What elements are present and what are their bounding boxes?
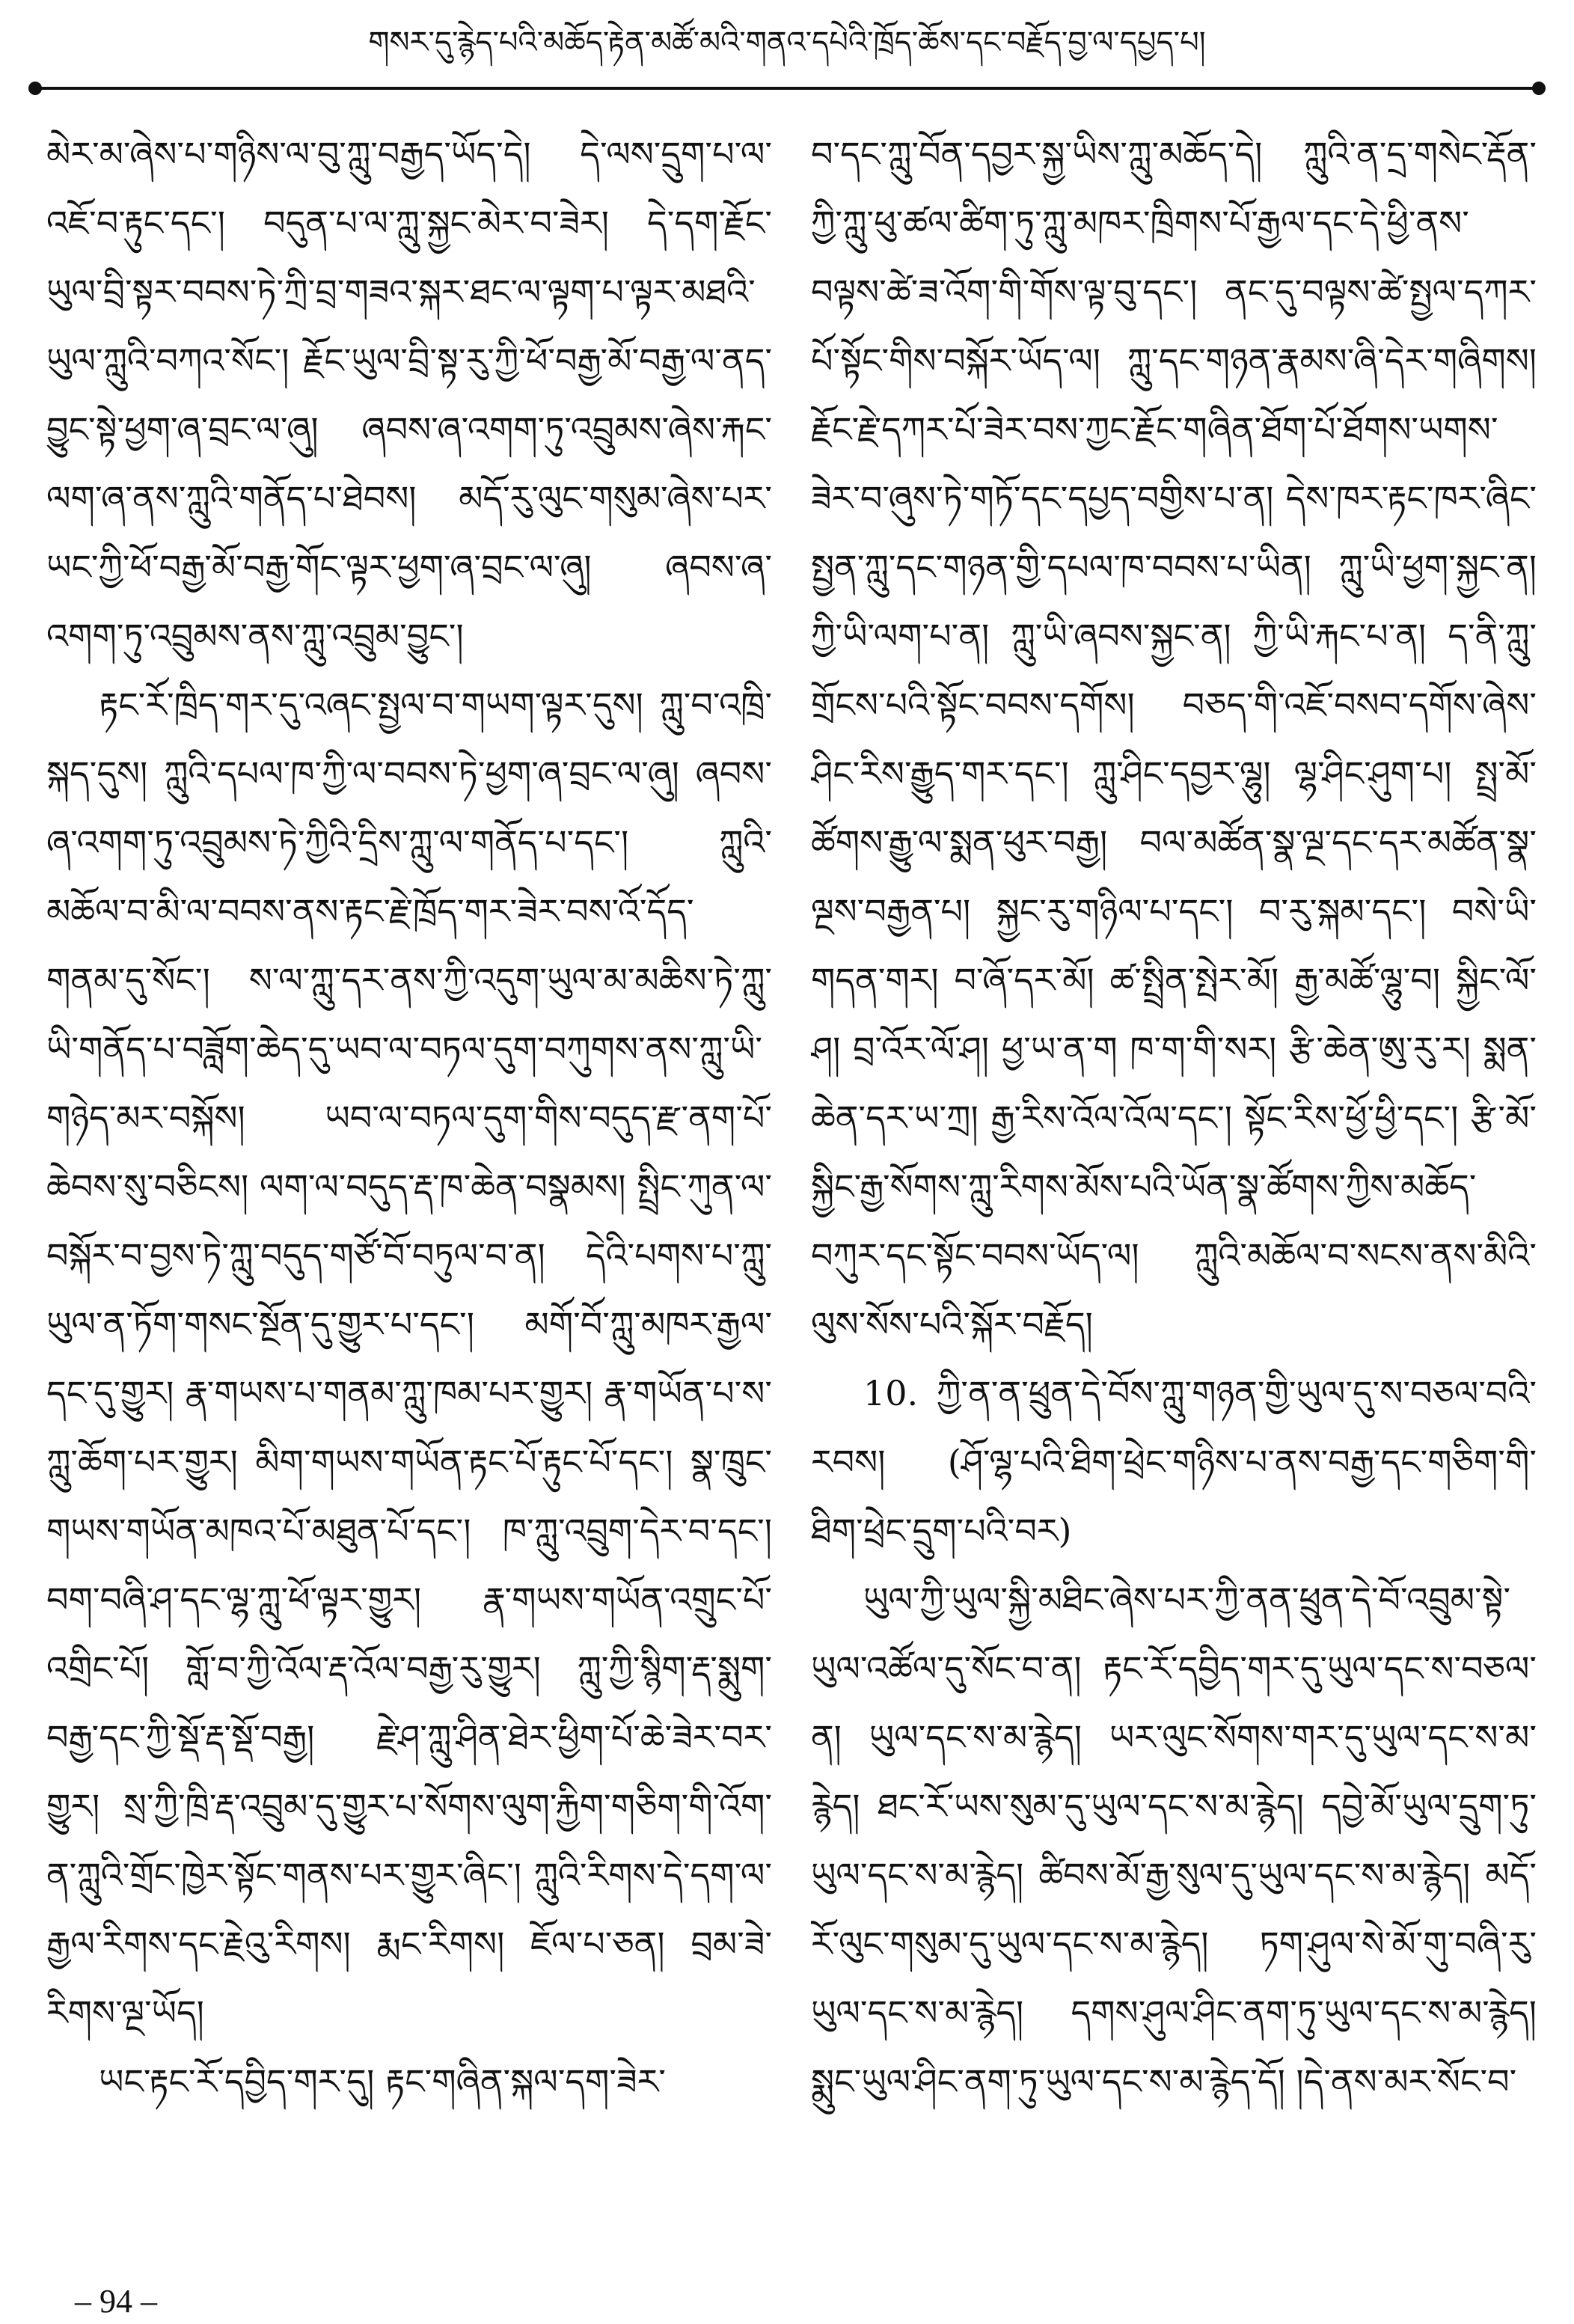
right-paragraph-1: བ་དང་ཀླུ་བོན་དབྱར་སྐྱ་ཡིས་ཀླུ་མཆོད་དེ། ཀླུའི་ན་དྲ་གསེང་རྡོན་ཀྱི་ཀླུ་ཕུ་ཚལ་ཚིག་ཏུ་ཀླུ་མཁར་ཁྲིགས་པོ་རྒྱལ་དང་དེ་ཕྱི་ནས་བལྟས་ཚེ་ཟ་འོག་གི་གོས་ལྟ་བུ་དང་། ནང་དུ་བལྟས་ཚེ་སྤྱལ་དཀར་པོ་སྟོང་གིས་བསྐོར་ཡོད་ལ། ཀླུ་དང་གཉན་རྣམས་ཞི་དེར་གཞིགས། རྗོང་རྗེ་དཀར་པོ་ཟེར་བས་ཀྱང་རྗོང་གཞིན་ཐོག་པོ་ཐོགས་ཡགས་ཟེར་བ་ཞུས་ཏེ་གཏོ་དང་དཔྱད་བགྱིས་པ་ན། དེས་ཁར་རྟང་ཁར་ཞིང་སྤྱན་ཀླུ་དང་གཉན་གྱི་དཔལ་ཁ་བབས་པ་ཡིན། ཀླུ་ཡི་ཕྱག་སྐྱང་ན། ཀྱི་ཡི་ལག་པ་ན། ཀླུ་ཡི་ཞབས་སྐྱང་ན། ཀྱི་ཡི་རྐང་པ་ན། ད་ནི་ཀླུ་གྲོངས་པའི་སྟོང་བབས་དགོས། བཅད་གི་འཇོ་བསབ་དགོས་ཞེས་ཤིང་རིས་རྒྱུད་གར་དང་། ཀླུ་ཤིང་དབྱར་ལྷུ། ལྷ་ཤིང་ཤུག་པ། སྤྲ་མོ་ཚོགས་རྒྱུ་ལ་སྨན་ཕུར་བརྒྱ། བལ་མཚོན་སྣ་ལྔ་དང་དར་མཚོན་སྣ་ལྔས་བརྒྱན་པ། སྐྱང་རུ་གཉིལ་པ་དང་། བ་རུ་སྐམ་དང་། བསེ་ཡི་གདན་གར། བ་ཞོ་དར་མོ། ཚ་སྤྲིན་སྤེར་མོ། རྒྱ་མཚོ་ལྷུ་བ། སྐྱིང་ལོ་ཤ། བྲ་འོར་ལོ་ཤ། ཕྱ་ཡ་ན་ག ཁ་ག་གི་སར། རྩི་ཆེན་ཨུ་རུ་ར། སྨན་ཆེན་དར་ཡ་ཀྲ། རྒྱ་རིས་འོལ་འོལ་དང་། སྟོང་རིས་ཕྱོ་ཕྱི་དང་། རྩི་མོ་སྐྱིང་རྒྱ་སོགས་ཀླུ་རིགས་མོས་པའི་ཡོན་སྣ་ཚོགས་ཀྱིས་མཆོད་བཀུར་དང་སྟོང་བབས་ཡོད་ལ། ཀླུའི་མཆོལ་བ་སངས་ནས་མིའི་ལུས་སོས་པའི་སྐོར་བརྗོད།: [811, 134, 1537, 1345]
left-paragraph-2: རྟང་རོ་ཁྲིད་གར་དུ་འཞང་སྤྱལ་བ་གཡག་ལྟར་དུས། ཀླུ་བ་འཁྲི་སྐད་དུས། ཀླུའི་དཔལ་ཁ་ཀྱི་ལ་བབས་ཏེ་ཕྱག་ཞ་བྲང་ལ་ཞུ། ཞབས་ཞ་འགག་ཏུ་འབྲུམས་ཏེ་ཀྱིའི་དྲིས་ཀླུ་ལ་གནོད་པ་དང་། ཀླུའི་མཆོལ་བ་མི་ལ་བབས་ནས་རྟང་རྗེ་ཁྲོད་གར་ཟེར་བས་འོ་དོད་གནམ་དུ་སོང་། ས་ལ་ཀླུ་དར་ནས་ཀྱི་འདུག་ཡུལ་མ་མཆིས་ཏེ་ཀླུ་ཡི་གནོད་པ་བཟློག་ཆེད་དུ་ཡབ་ལ་བཏལ་དུག་བཀུགས་ནས་ཀླུ་ཡི་གཉེད་མར་བསྐོས། ཡབ་ལ་བཏལ་དུག་གིས་བདུད་རྫ་ནག་པོ་ཆེབས་སུ་བཅིངས། ལག་ལ་བདུད་རྡ་ཁ་ཆེན་བསྣམས། སྤྲིང་ཀུན་ལ་བསྐོར་བ་བྱས་ཏེ་ཀླུ་བདུད་གཙོ་བོ་བཏུལ་བ་ན། དེའི་པགས་པ་ཀླུ་ཡུལ་ན་ཏོག་གསང་སྔོན་དུ་གྱུར་པ་དང་། མགོ་བོ་ཀླུ་མཁར་རྒྱལ་དང་དུ་གྱུར། རྣ་གཡས་པ་གནམ་ཀླུ་ཁམ་པར་གྱུར། རྣ་གཡོན་པ་ས་ཀླུ་ཆོག་པར་གྱུར། མིག་གཡས་གཡོན་རྟང་པོ་རྟུང་པོ་དང་། སྣ་ཁྲུང་གཡས་གཡོན་མཁའ་པོ་མཐུན་པོ་དང་། ཁ་ཀླུ་འབྲུག་དེར་བ་དང་། བག་བཞི་ཤ་དང་ལྷ་ཀླུ་ཕོ་ལྟར་གྱུར། རྣ་གཡས་གཡོན་འགྲུང་པོ་འགྲིང་པོ། གློ་བ་ཀྱི་འོལ་རྡ་འོལ་བརྒྱ་རུ་གྱུར། ཀླུ་ཀྱི་སྙིག་རྡ་སྨུག་བརྒྱ་དང་ཀྱི་སྡོ་རྡ་སྡོ་བརྒྱ། རྗེ་ཤ་ཀླུ་ཤིན་ཐེར་ཕྱིག་པོ་ཆེ་ཟེར་བར་གྱུར། སྲ་ཀྱི་ཁྲི་རྡ་འབྲུམ་དུ་གྱུར་པ་སོགས་ལུག་རྐྱིག་གཅིག་གི་འོག་ན་ཀླུའི་གྲོང་ཁྱེར་སྟོང་གནས་པར་གྱུར་ཞིང་། ཀླུའི་རིགས་དེ་དག་ལ་རྒྱལ་རིགས་དང་རྗེའུ་རིགས། རྨང་རིགས། ཇོལ་པ་ཅན། བྲམ་ཟེ་རིགས་ལྔ་ཡོད།: [46, 685, 772, 2033]
header-rule: [33, 87, 1541, 90]
right-paragraph-3: ཡུལ་ཀྱི་ཡུལ་སྐྱི་མཐིང་ཞེས་པར་ཀྱི་ནན་ཕྲུན་དེ་བོ་འབྲུམ་སྟེ་ཡུལ་འཚོལ་དུ་སོང་བ་ན། རྟང་རོ་དབྱིད་གར་དུ་ཡུལ་དང་ས་བཅལ་ན། ཡུལ་དང་ས་མ་རྙེད། ཡར་ལུང་སོགས་གར་དུ་ཡུལ་དང་ས་མ་རྙེད། ཐང་རོ་ཡས་སུམ་དུ་ཡུལ་དང་ས་མ་རྙེད། དབྱེ་མོ་ཡུལ་དྲུག་ཏུ་ཡུལ་དང་ས་མ་རྙེད། ཚིབས་མོ་རྒྱ་སུལ་དུ་ཡུལ་དང་ས་མ་རྙེད། མདོ་རོ་ལུང་གསུམ་དུ་ཡུལ་དང་ས་མ་རྙེད། ཏག་ཤུལ་སེ་མོ་གུ་བཞི་རུ་ཡུལ་དང་ས་མ་རྙེད། དགས་ཤུལ་ཤིང་ནག་ཏུ་ཡུལ་དང་ས་མ་རྙེད། སྨུང་ཡུལ་ཤིང་ནག་ཏུ་ཡུལ་དང་ས་མ་རྙེད་དོ། །དེ་ནས་མར་སོང་བ་: [811, 1580, 1537, 2102]
header-rule-right-dot: [1532, 82, 1546, 95]
right-text-column: [811, 120, 1537, 2215]
header-rule-left-dot: [28, 82, 42, 95]
left-paragraph-3: ཡང་རྟང་རོ་དབྱིད་གར་དུ། རྟང་གཞིན་སྐལ་དག་ཟེར་: [99, 2061, 666, 2102]
page-number: – 94 –: [75, 2283, 157, 2320]
running-header: གསར་དུ་རྙེད་པའི་མཆོད་རྟེན་མཚོ་མའི་གནའ་དཔེའི་ཁྲོད་ཆོས་དང་བརྗོད་བྱ་ལ་དཔྱད་པ།: [368, 25, 1206, 60]
left-paragraph-1: མེར་མ་ཞེས་པ་གཉིས་ལ་བུ་ཀླུ་བརྒྱད་ཡོད་དེ། དེ་ལས་དྲུག་པ་ལ་འཇོ་བ་རྟུང་དང་། བདུན་པ་ལ་ཀླུ་སྐྱང་མེར་བ་ཟེར། དེ་དག་རྗོང་ཡུལ་བྲི་སྟར་བབས་ཏེ་ཀྲི་བྲ་གཟའ་སྐར་ཐང་ལ་ལྟག་པ་ལྟར་མཐའི་ཡུལ་ཀླུའི་བཀའ་སོང་། རྗོང་ཡུལ་བྲི་སྟ་རུ་ཀྱི་ཕོ་བརྒྱ་མོ་བརྒྱ་ལ་ནད་བྱུང་སྟེ་ཕྱག་ཞ་བྲང་ལ་ཞུ། ཞབས་ཞ་འགག་ཏུ་འབྲུམས་ཞེས་རྐང་ལག་ཞ་ནས་ཀླུའི་གནོད་པ་ཐེབས། མདོ་རུ་ལུང་གསུམ་ཞེས་པར་ཡང་ཀྱི་ཕོ་བརྒྱ་མོ་བརྒྱ་གོང་ལྟར་ཕྱག་ཞ་བྲང་ལ་ཞུ། ཞབས་ཞ་འགག་ཏུ་འབྲུམས་ནས་ཀླུ་འབྲུམ་བྱུང་།: [46, 134, 772, 656]
left-text-column: [46, 120, 772, 2215]
section-heading-10: 10. ཀྱི་ན་ན་ཕྲུན་དེ་བོས་ཀླུ་གཉན་གྱི་ཡུལ་དུ་ས་བཅལ་བའི་རབས། (ཤོ་ལྷ་པའི་ཐིག་ཕྲེང་གཉིས་པ་ནས་བརྒྱ་དང་གཅིག་གི་ཐིག་ཕྲེང་དྲུག་པའི་བར): [811, 1373, 1537, 1551]
